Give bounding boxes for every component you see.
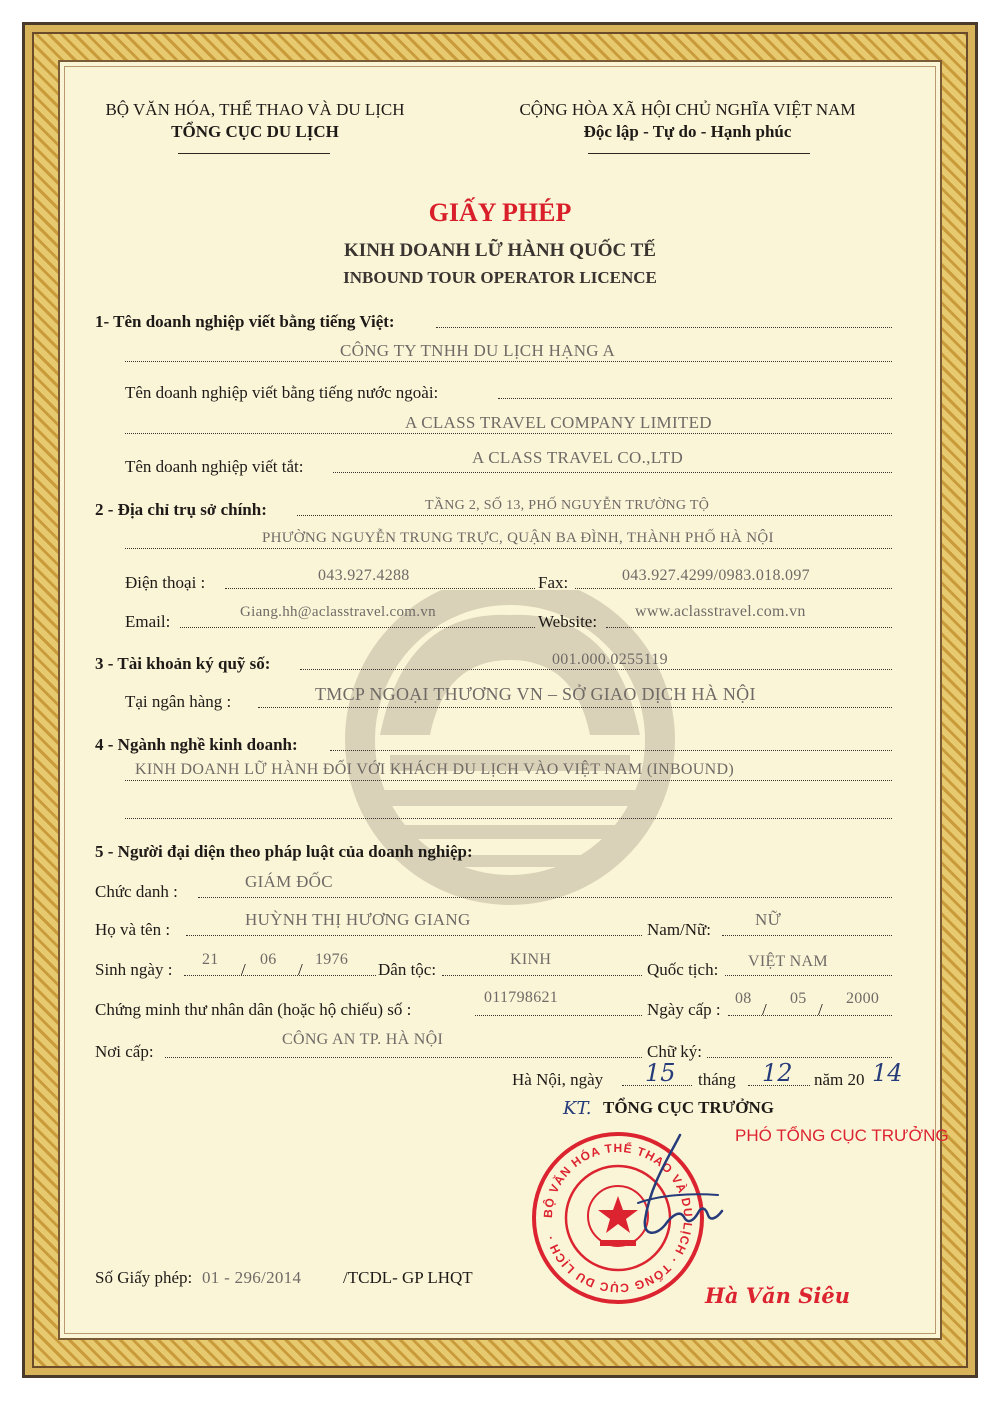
address-line1: TẦNG 2, SỐ 13, PHỐ NGUYỄN TRƯỜNG TỘ <box>425 498 710 513</box>
short-name-label: Tên doanh nghiệp viết tắt: <box>125 457 304 476</box>
id-number: 011798621 <box>484 989 559 1006</box>
dob-month: 06 <box>260 951 277 968</box>
dotted-line <box>442 975 642 976</box>
section3-label: 3 - Tài khoản ký quỹ số: <box>95 654 271 673</box>
header-left-rule <box>178 153 330 154</box>
dotted-line <box>184 975 376 976</box>
licence-number-label: Số Giấy phép: <box>95 1268 193 1287</box>
nationality-value: VIỆT NAM <box>748 953 828 970</box>
dotted-line <box>125 818 892 819</box>
account-number: 001.000.0255119 <box>552 651 668 668</box>
dotted-line <box>436 327 892 328</box>
date-separator: / <box>818 1000 823 1019</box>
dotted-line <box>333 472 892 473</box>
dob-day: 21 <box>202 951 219 968</box>
bank-label: Tại ngân hàng : <box>125 692 232 711</box>
position-label: Chức danh : <box>95 882 178 901</box>
gender-label: Nam/Nữ: <box>647 920 711 939</box>
signature-label: Chữ ký: <box>647 1042 703 1061</box>
dotted-line <box>198 897 892 898</box>
fax-label: Fax: <box>538 573 569 592</box>
full-name-label: Họ và tên : <box>95 920 171 939</box>
dotted-line <box>125 361 892 362</box>
issue-month-handwritten: 12 <box>762 1059 793 1087</box>
dotted-line <box>330 750 892 751</box>
date-prefix: Hà Nội, ngày <box>512 1070 604 1089</box>
header-right-rule <box>588 153 810 154</box>
dotted-line <box>225 588 535 589</box>
section1-label: 1- Tên doanh nghiệp viết bằng tiếng Việt: <box>95 312 395 331</box>
dotted-line <box>180 627 535 628</box>
phone-value: 043.927.4288 <box>318 567 410 584</box>
ethnicity-label: Dân tộc: <box>378 960 437 979</box>
section4-label: 4 - Ngành nghề kinh doanh: <box>95 735 298 754</box>
issue-date-label: Ngày cấp : <box>647 1000 721 1019</box>
issue-month: 05 <box>790 990 807 1007</box>
document-subtitle-vi: KINH DOANH LỮ HÀNH QUỐC TẾ <box>344 240 656 261</box>
date-separator: / <box>762 1000 767 1019</box>
dotted-line <box>725 975 892 976</box>
nationality-label: Quốc tịch: <box>647 960 719 979</box>
id-label: Chứng minh thư nhân dân (hoặc hộ chiếu) số : <box>95 1000 412 1019</box>
dotted-line <box>475 1015 642 1016</box>
company-name-vi: CÔNG TY TNHH DU LỊCH HẠNG A <box>340 341 616 360</box>
dotted-line <box>125 548 892 549</box>
republic-name: CỘNG HÒA XÃ HỘI CHỦ NGHĨA VIỆT NAM <box>519 100 856 119</box>
seal-ring-text: BỘ VĂN HÓA THỂ THAO VÀ DU LỊCH · TỔNG CỤC DU LỊCH · <box>540 1140 696 1296</box>
dotted-line <box>575 588 892 589</box>
signer-name: Hà Văn Siêu <box>705 1283 851 1308</box>
dotted-line <box>728 1015 892 1016</box>
date-separator: / <box>241 960 246 979</box>
foreign-name-label: Tên doanh nghiệp viết bằng tiếng nước ngoài: <box>125 383 439 402</box>
dob-label: Sinh ngày : <box>95 960 173 979</box>
director-signature <box>610 1125 740 1255</box>
dotted-line <box>498 398 892 399</box>
ethnicity-value: KINH <box>510 951 552 968</box>
issue-day-handwritten: 15 <box>645 1059 676 1087</box>
email-value[interactable]: Giang.hh@aclasstravel.com.vn <box>240 604 436 620</box>
licence-number: 01 - 296/2014 <box>202 1268 302 1287</box>
website-value[interactable]: www.aclasstravel.com.vn <box>635 603 806 620</box>
ministry-name: BỘ VĂN HÓA, THỂ THAO VÀ DU LỊCH <box>105 100 405 119</box>
address-line2: PHƯỜNG NGUYỄN TRUNG TRỰC, QUẬN BA ĐÌNH, THÀNH PHỐ HÀ NỘI <box>262 530 774 546</box>
email-label: Email: <box>125 612 171 631</box>
issue-year: 2000 <box>846 990 880 1007</box>
director-title: TỔNG CỤC TRƯỞNG <box>603 1098 774 1117</box>
month-label: tháng <box>698 1070 736 1089</box>
document-subtitle-en: INBOUND TOUR OPERATOR LICENCE <box>343 268 657 287</box>
year-label: năm 20 <box>814 1070 865 1089</box>
document-title: GIẤY PHÉP <box>428 198 572 227</box>
issue-place-value: CÔNG AN TP. HÀ NỘI <box>282 1031 444 1048</box>
issue-day: 08 <box>735 990 752 1007</box>
deputy-director-stamp: PHÓ TỔNG CỤC TRƯỞNG <box>735 1126 949 1145</box>
company-name-en: A CLASS TRAVEL COMPANY LIMITED <box>405 413 712 432</box>
fax-value: 043.927.4299/0983.018.097 <box>622 567 810 584</box>
gender-value: NỮ <box>755 910 782 929</box>
business-line: KINH DOANH LỮ HÀNH ĐỐI VỚI KHÁCH DU LỊCH VÀO VIỆT NAM (INBOUND) <box>135 761 734 778</box>
section5-label: 5 - Người đại diện theo pháp luật của doanh nghiệp: <box>95 842 473 861</box>
dob-year: 1976 <box>315 951 349 968</box>
dotted-line <box>606 627 892 628</box>
department-name: TỔNG CỤC DU LỊCH <box>171 122 339 141</box>
dotted-line <box>722 935 892 936</box>
date-separator: / <box>298 960 303 979</box>
dotted-line <box>125 780 892 781</box>
national-motto: Độc lập - Tự do - Hạnh phúc <box>583 122 792 141</box>
dotted-line <box>707 1057 892 1058</box>
phone-label: Điện thoại : <box>125 573 206 592</box>
dotted-line <box>186 935 642 936</box>
issue-year-handwritten: 14 <box>872 1059 903 1087</box>
position-value: GIÁM ĐỐC <box>245 872 333 891</box>
bank-name: TMCP NGOẠI THƯƠNG VN – SỞ GIAO DỊCH HÀ NỘI <box>315 684 756 704</box>
website-label: Website: <box>538 612 598 631</box>
company-short-name: A CLASS TRAVEL CO.,LTD <box>472 448 684 467</box>
full-name-value: HUỲNH THỊ HƯƠNG GIANG <box>245 910 471 929</box>
dotted-line <box>258 707 892 708</box>
kt-handwritten: KT. <box>563 1098 592 1119</box>
dotted-line <box>125 433 892 434</box>
section2-label: 2 - Địa chỉ trụ sở chính: <box>95 500 267 519</box>
issue-place-label: Nơi cấp: <box>95 1042 154 1061</box>
dotted-line <box>165 1057 642 1058</box>
licence-suffix: /TCDL- GP LHQT <box>343 1268 473 1287</box>
